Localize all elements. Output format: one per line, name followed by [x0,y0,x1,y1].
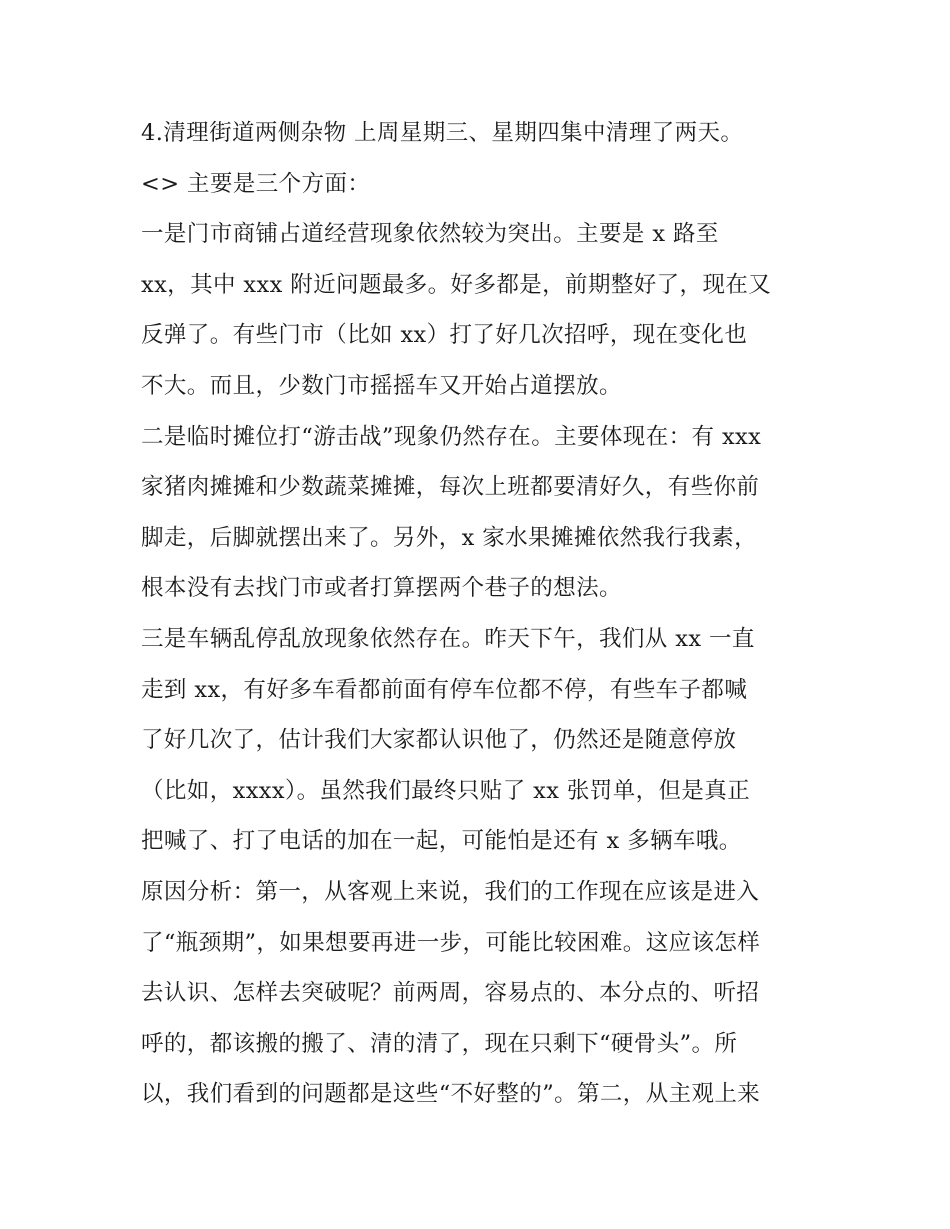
text-line: （比如，xxxx）。虽然我们最终只贴了 xx 张罚单，但是真正 [141,777,751,804]
text-line: 不大。而且，少数门市摇摇车又开始占道摆放。 [141,372,622,399]
text-line: 了“瓶颈期”，如果想要再进一步，可能比较困难。这应该怎样 [141,929,761,956]
text-line: 家猪肉摊摊和少数蔬菜摊摊，每次上班都要清好久，有些你前 [141,474,760,501]
document-body [141,108,821,1120]
text-line: 了好几次了，估计我们大家都认识他了，仍然还是随意停放 [141,727,737,754]
text-line: 原因分析：第一，从客观上来说，我们的工作现在应该是进入 [141,878,760,905]
text-line: 4.清理街道两侧杂物 上周星期三、星期四集中清理了两天。 [141,120,744,146]
text-line: 呼的，都该搬的搬了、清的清了，现在只剩下“硬骨头”。所 [141,1030,738,1057]
text-line: xx，其中 xxx 附近问题最多。好多都是，前期整好了，现在又 [141,271,772,298]
text-line: 去认识、怎样去突破呢？前两周，容易点的、本分点的、听招 [141,980,760,1007]
text-line: 以，我们看到的问题都是这些“不好整的”。第二，从主观上来 [141,1081,761,1108]
text-line: 把喊了、打了电话的加在一起，可能怕是还有 x 多辆车哦。 [141,828,742,855]
text-line: 反弹了。有些门市（比如 xx）打了好几次招呼，现在变化也 [141,322,748,349]
text-line: 二是临时摊位打“游击战”现象仍然存在。主要体现在：有 xxx [141,423,762,450]
text-line: <> 主要是三个方面： [141,170,371,197]
text-line: 走到 xx，有好多车看都前面有停车位都不停，有些车子都喊 [141,676,748,703]
text-line: 三是车辆乱停乱放现象依然存在。昨天下午，我们从 xx 一直 [141,625,755,652]
text-line: 根本没有去找门市或者打算摆两个巷子的想法。 [141,575,622,602]
text-line: 一是门市商铺占道经营现象依然较为突出。主要是 x 路至 [141,221,719,248]
text-line: 脚走，后脚就摆出来了。另外，x 家水果摊摊依然我行我素， [141,524,758,551]
